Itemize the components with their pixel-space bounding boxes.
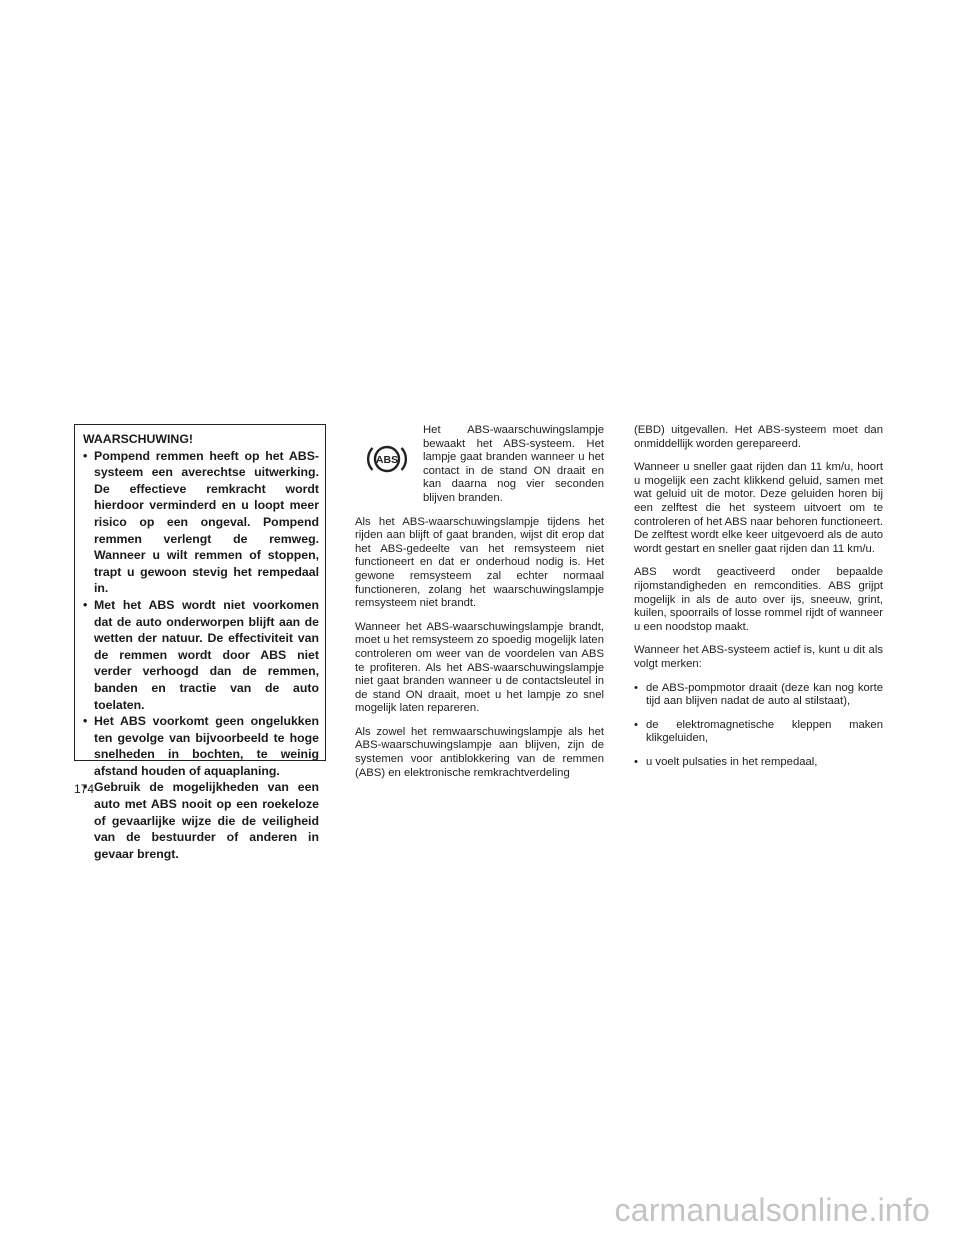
page-number: 174 <box>74 782 95 796</box>
list-item: • u voelt pulsaties in het rempedaal, <box>634 756 883 770</box>
paragraph: Als het ABS-waarschuwingslampje tijdens het rijden aan blijft of gaat branden, wijst dit erop dat het ABS-gedeelte van het remsysteem niet functioneert en dat er onderhoud nodig is. Het gewone remsysteem zal echter normaal functioneren, zolang het waarschuwingslampje remsysteem niet brandt. <box>355 515 604 610</box>
column-3 <box>634 424 883 779</box>
paragraph: (EBD) uitgevallen. Het ABS-systeem moet dan onmiddellijk worden gerepareerd. <box>634 424 883 450</box>
warning-bullet: • Pompend remmen heeft op het ABS-systeem een averechtse uitwerking. De effectieve remkracht wordt hierdoor verminderd en u loopt meer risico op een ongeval. Pompend remmen verlengt de remweg. Wanneer u wilt remmen of stoppen, trapt u gewoon stevig het rempedaal in. <box>83 448 319 597</box>
warning-bullet: • Met het ABS wordt niet voorkomen dat de auto onderworpen blijft aan de wetten der natuur. De effectiviteit van de remmen wordt door ABS niet verder verhoogd dan de remmen, banden en tractie van de auto toelaten. <box>83 597 319 713</box>
abs-intro-text: Het ABS-waarschuwingslampje bewaakt het ABS-systeem. Het lampje gaat branden wanneer u het contact in de stand ON draait en kan daarna nog vier seconden blijven branden. <box>423 424 604 504</box>
paragraph: Wanneer het ABS-waarschuwingslampje brandt, moet u het remsysteem zo spoedig mogelijk laten controleren om weer van de voordelen van ABS te profiteren. Als het ABS-waarschuwingslampje niet gaat branden wanneer u de contactsleutel in de stand ON draait, moet u het lampje zo snel mogelijk laten repareren. <box>355 620 604 715</box>
paragraph: Wanneer u sneller gaat rijden dan 11 km/u, hoort u mogelijk een zacht klikkend geluid, samen met wat geluid uit de motor. Deze geluiden horen bij een zelftest die het systeem uitvoert om te controleren of het ABS naar behoren functioneert. De zelftest wordt elke keer uitgevoerd als de auto wordt gestart en sneller gaat rijden dan 11 km/u. <box>634 461 883 555</box>
warning-title: WAARSCHUWING! <box>83 432 193 446</box>
abs-warning-light-icon <box>355 424 423 494</box>
abs-warning-light-svg <box>365 442 409 476</box>
list-item: • de elektromagnetische kleppen maken klikgeluiden, <box>634 719 883 746</box>
paragraph: ABS wordt geactiveerd onder bepaalde rijomstandigheden en remcondities. ABS grijpt mogelijk in als de auto over ijs, sneeuw, grint, kuilen, spoorrails of losse rommel rijdt of wanneer u een noodstop maakt. <box>634 566 883 633</box>
column-2 <box>355 424 604 790</box>
paragraph: Wanneer het ABS-systeem actief is, kunt u dit als volgt merken: <box>634 644 883 670</box>
warning-bullet-list <box>83 448 319 863</box>
warning-bullet: • Het ABS voorkomt geen ongelukken ten gevolge van bijvoorbeeld te hoge snelheden in bochten, te weinig afstand houden of aquaplaning. <box>83 713 319 779</box>
paragraph: Als zowel het remwaarschuwingslampje als het ABS-waarschuwingslampje aan blijven, zijn de systemen voor antiblokkering van de remmen (ABS) en elektronische remkrachtverdeling <box>355 725 604 779</box>
warning-bullet: • Gebruik de mogelijkheden van een auto met ABS nooit op een roekeloze of gevaarlijke wijze die de veiligheid van de bestuurder of anderen in gevaar brengt. <box>83 779 319 862</box>
abs-lamp-intro <box>355 424 604 506</box>
watermark: carmanualsonline.info <box>614 1192 930 1228</box>
list-item: • de ABS-pompmotor draait (deze kan nog korte tijd aan blijven nadat de auto al stilstaat), <box>634 682 883 709</box>
abs-effects-list <box>634 682 883 770</box>
abs-icon-label: ABS <box>375 454 399 466</box>
